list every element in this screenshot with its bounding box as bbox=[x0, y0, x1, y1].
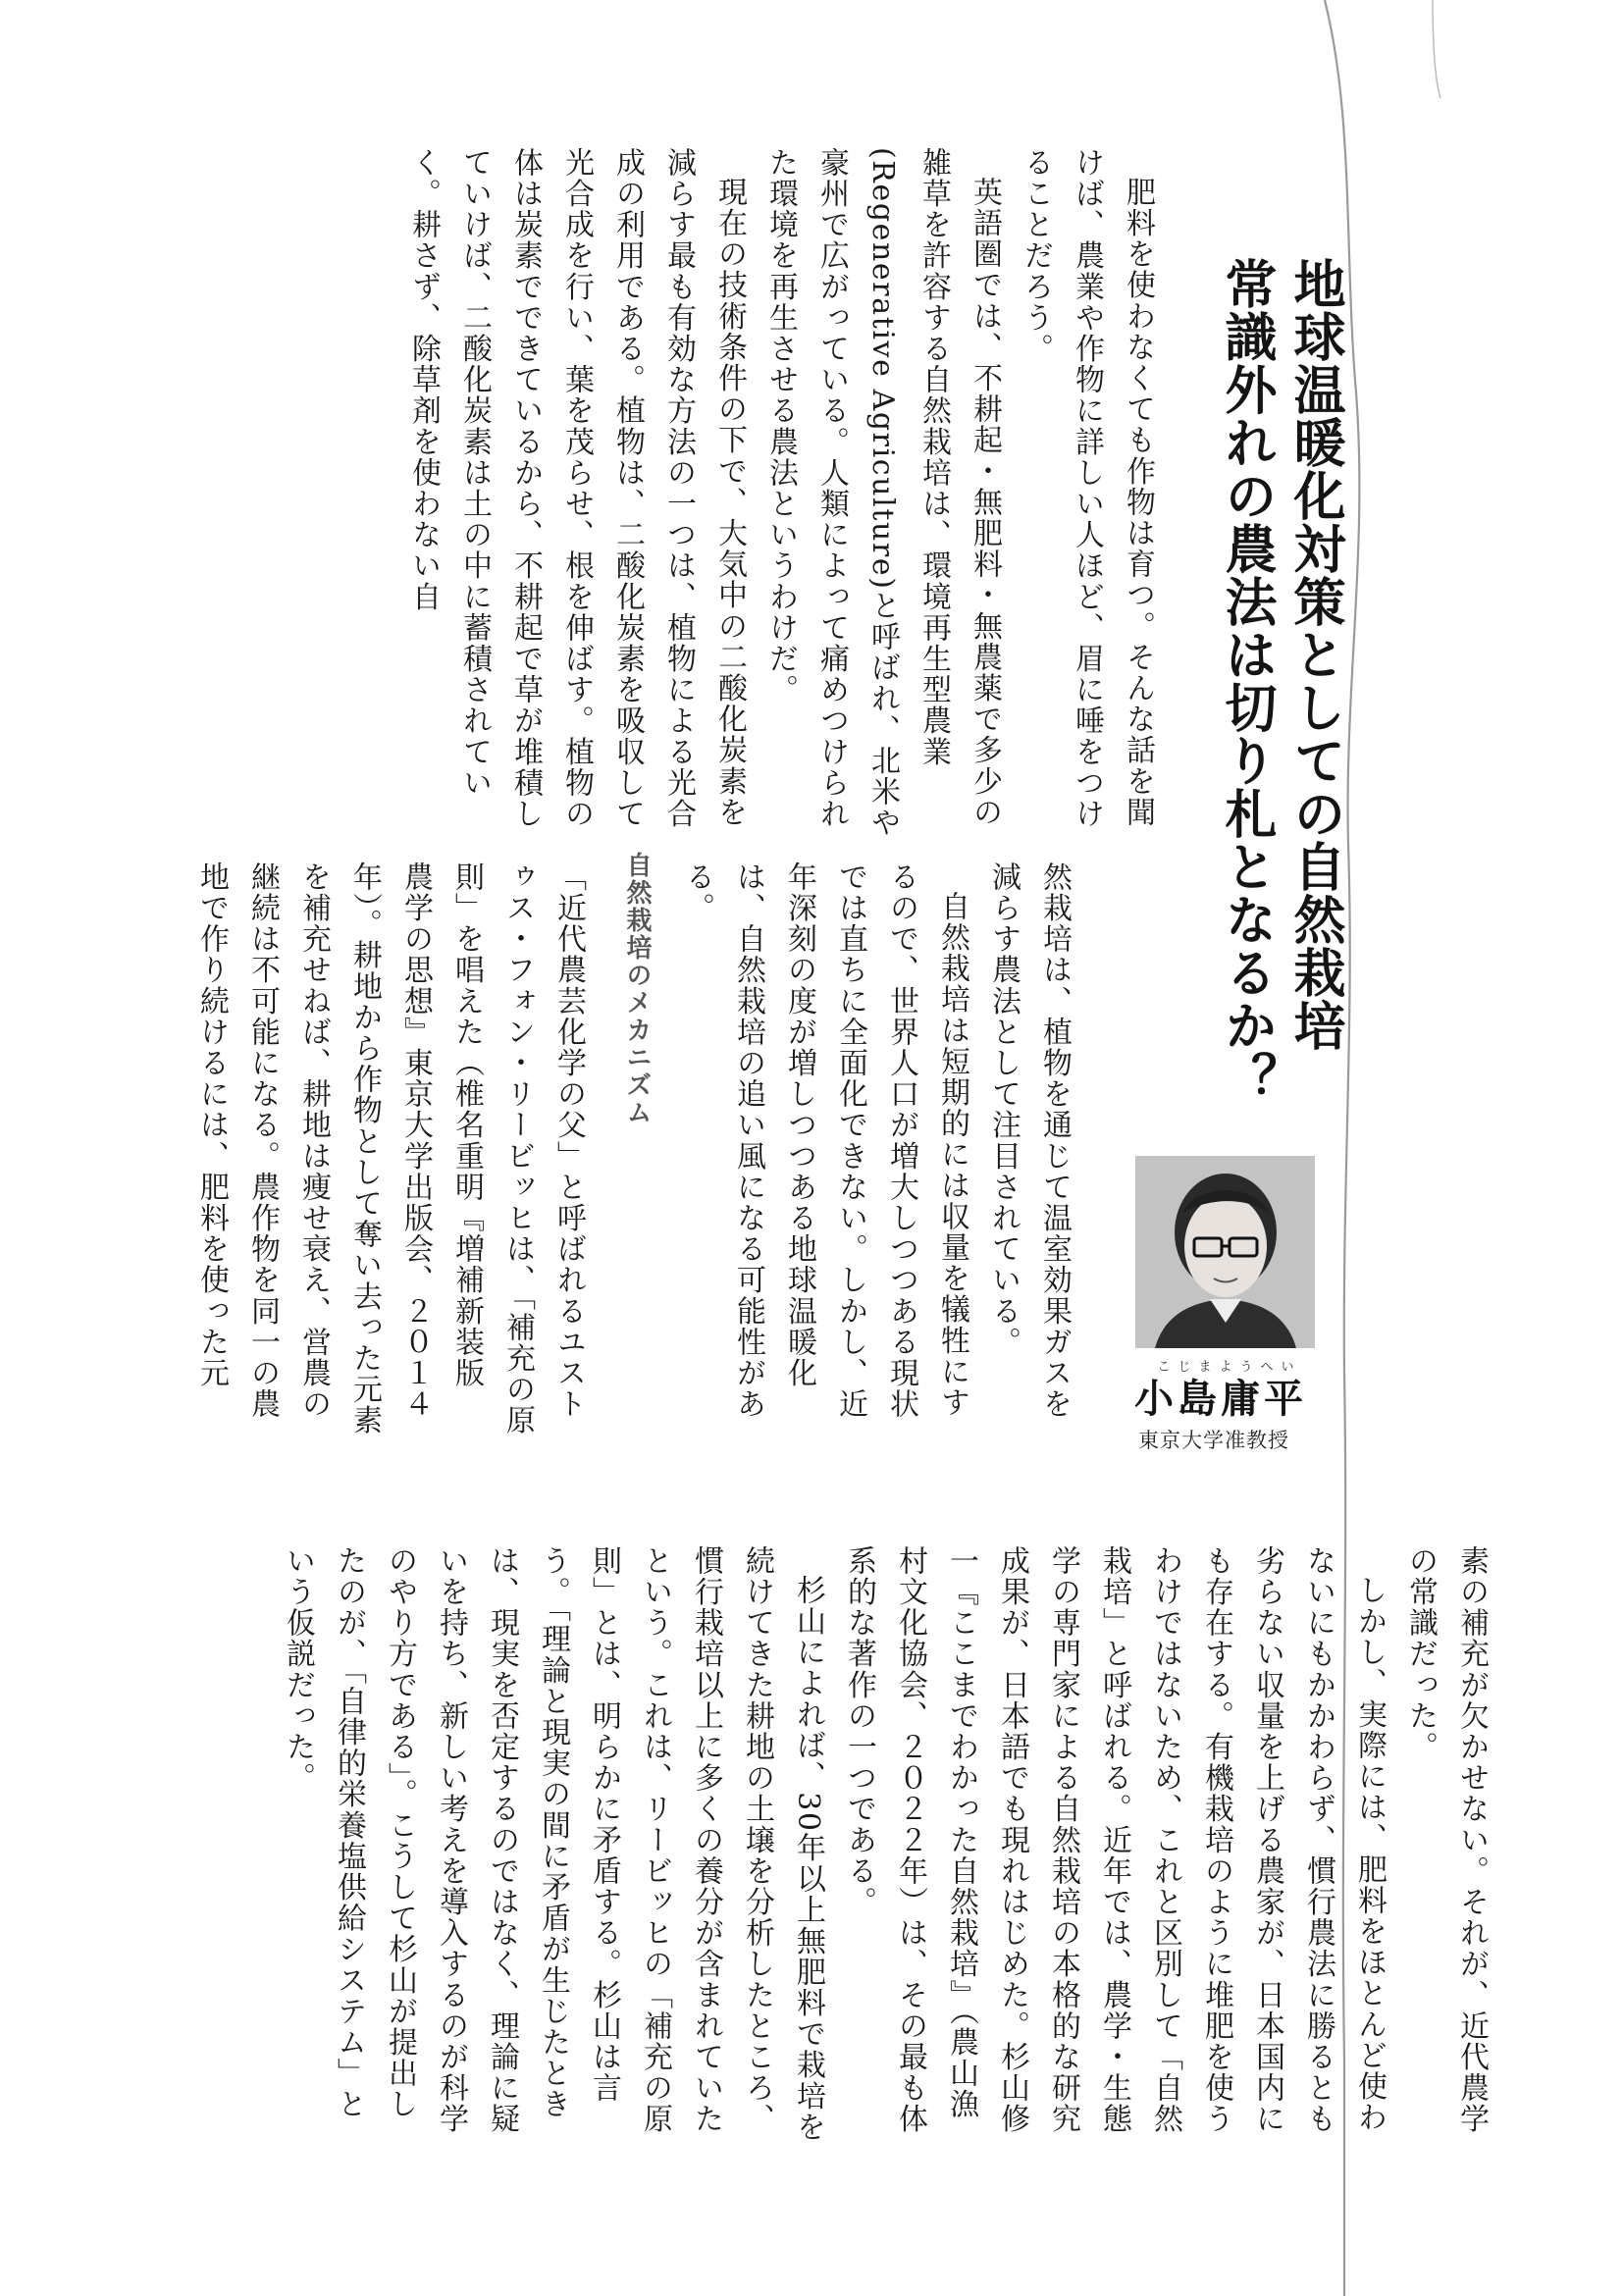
paragraph: 素の補充が欠かせない。それが、近代農学の常識だった。 bbox=[1403, 1545, 1489, 2135]
title-line-2: 常識外れの農法は切り札となるか？ bbox=[1217, 257, 1277, 1105]
paragraph: 「近代農芸化学の父」と呼ばれるユストゥス・フォン・リービッヒは、「補充の原則」を唱えた（椎名重明『増補新装版 農学の思想』東京大学出版会、２０１４年）。耕地から作物として奪い去った元素を補充せねば、耕地は痩せ衰え、営農の継続は不可能になる。農作物を同一の農地で作り続けるには、肥料を使った元 bbox=[194, 861, 586, 1436]
author-name-ruby: こじまようへい bbox=[1157, 1360, 1302, 1375]
paragraph: 現在の技術条件の下で、大気中の二酸化炭素を減らす最も有効な方法の一つは、植物による光合成の利用である。植物は、二酸化炭素を吸収して光合成を行い、葉を茂らせ、根を伸ばす。植物の体は炭素でできているから、不耕起で草が堆積していけば、二酸化炭素は土の中に蓄積されていく。耕さず、除草剤を使わない自 bbox=[406, 147, 747, 830]
body-column-mid-left bbox=[162, 861, 594, 1445]
article-title bbox=[1202, 257, 1349, 1140]
author-photo bbox=[1135, 1156, 1315, 1348]
paragraph: 肥料を使わなくても作物は育つ。そんな話を聞けば、農業や作物に詳しい人ほど、眉に唾をつけることだろう。 bbox=[1019, 147, 1155, 830]
author-name: 小島庸平 bbox=[1134, 1377, 1307, 1422]
author-affiliation: 東京大学准教授 bbox=[1138, 1429, 1289, 1452]
title-line-1: 地球温暖化対策としての自然栽培 bbox=[1285, 257, 1345, 1052]
paragraph: 杉山によれば、30年以上無肥料で栽培を続けてきた耕地の土壌を分析したところ、慣行栽培以上に多くの養分が含まれていたという。これは、リービッヒの「補充の原則」とは、明らかに矛盾する。杉山は言う。「理論と現実の間に矛盾が生じたときは、現実を否定するのではなく、理論に疑いを持ち、新しい考えを導入するのが科学のやり方である」。こうして杉山が提出したのが、「自律的栄養塩供給システム」という仮説だった。 bbox=[281, 1545, 825, 2143]
author-portrait-image bbox=[1135, 1156, 1315, 1348]
body-column-top-right bbox=[162, 147, 1163, 849]
paragraph: 然栽培は、植物を通じて温室効果ガスを減らす農法として注目されている。 bbox=[986, 861, 1072, 1420]
paragraph: 英語圏では、不耕起・無肥料・無農薬で多少の雑草を許容する自然栽培は、環境再生型農業(Regenerative Agriculture)と呼ばれ、北米や豪州で広がっている。人類によって痛めつけられた環境を再生させる農法というわけだ。 bbox=[763, 147, 1002, 839]
body-column-mid-right bbox=[667, 861, 1079, 1445]
body-column-bottom bbox=[162, 1545, 1496, 2149]
section-subheading: 自然栽培のメカニズム bbox=[622, 852, 652, 1126]
paragraph: しかし、実際には、肥料をほとんど使わないにもかかわらず、慣行農法に勝るとも劣らない収量を上げる農家が、日本国内にも存在する。有機栽培のように堆肥を使うわけではないため、これと区別して「自然栽培」と呼ばれる。近年では、農学・生態学の専門家による自然栽培の本格的な研究成果が、日本語でも現れはじめた。杉山修一『ここまでわかった自然栽培』（農山漁村文化協会、２０２２年）は、その最も体系的な著作の一つである。 bbox=[842, 1545, 1387, 2135]
paragraph: 自然栽培は短期的には収量を犠牲にするので、世界人口が増大しつつある現状では直ちに全面化できない。しかし、近年深刻の度が増しつつある地球温暖化は、自然栽培の追い風になる可能性がある。 bbox=[680, 861, 969, 1420]
